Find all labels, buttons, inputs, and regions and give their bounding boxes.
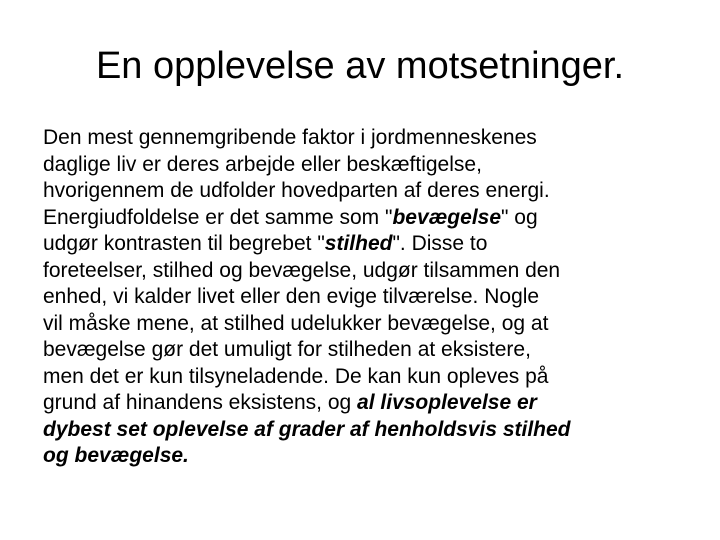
- body-text-segment: grund af hinandens eksistens, og: [43, 391, 358, 414]
- body-line: [43, 205, 693, 232]
- emphasis-conclusion: al livsoplevelse er: [357, 391, 537, 414]
- body-text-segment: Energiudfoldelse er det samme som ": [43, 205, 393, 229]
- emphasis-conclusion-line: og bevægelse.: [43, 444, 189, 467]
- body-line: vil måske mene, at stilhed udelukker bevægelse, og at: [43, 311, 549, 335]
- body-line: [43, 390, 693, 417]
- slide-title: En opplevelse av motsetninger.: [95, 45, 625, 87]
- body-line: men det er kun tilsyneladende. De kan kun opleves på: [43, 364, 549, 388]
- emphasis-stilhed: stilhed: [324, 232, 393, 255]
- body-line: Den mest gennemgribende faktor i jordmenneskenes: [43, 126, 537, 149]
- body-text-segment: ". Disse to: [392, 232, 488, 255]
- emphasis-bevaegelse: bevægelse: [392, 205, 502, 229]
- body-line: hvorigennem de udfolder hovedparten af deres energi.: [43, 179, 550, 202]
- body-text-segment: udgør kontrasten til begrebet ": [43, 232, 325, 255]
- slide-body: [43, 125, 693, 470]
- body-line: enhed, vi kalder livet eller den evige tilværelse. Nogle: [43, 285, 540, 308]
- body-line: bevægelse gør det umuligt for stilheden at eksistere,: [43, 338, 531, 361]
- emphasis-conclusion-line: dybest set oplevelse af grader af henholdsvis stilhed: [43, 417, 571, 441]
- body-line: foreteelser, stilhed og bevægelse, udgør tilsammen den: [43, 258, 561, 282]
- body-line: [43, 231, 693, 258]
- body-text-segment: " og: [501, 205, 538, 229]
- body-line: daglige liv er deres arbejde eller beskæftigelse,: [43, 152, 482, 176]
